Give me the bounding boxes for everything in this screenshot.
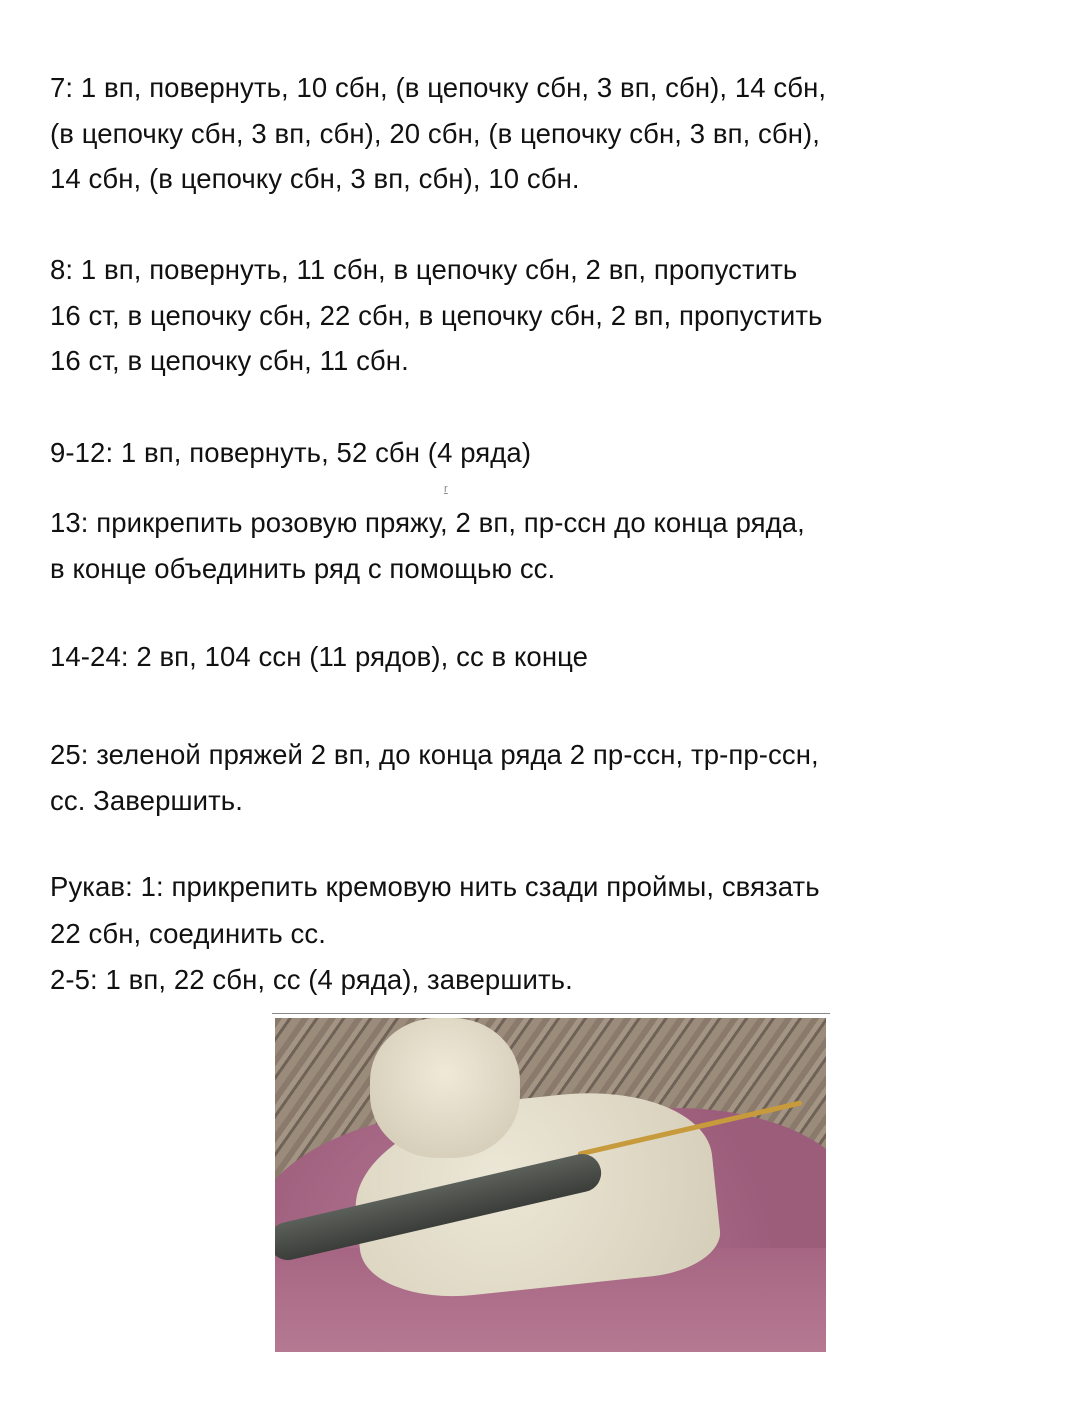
row-25-instructions [50,732,1050,823]
image-top-border [272,1013,830,1014]
row-13-instructions [50,500,1050,591]
text-line: 9-12: 1 вп, повернуть, 52 сбн (4 ряда) [50,437,532,468]
text-line: 16 ст, в цепочку сбн, 11 сбн. [50,345,409,376]
stray-mark: r [444,483,448,495]
text-line: Рукав: 1: прикрепить кремовую нить сзади проймы, связать [50,871,820,902]
text-line: 2-5: 1 вп, 22 сбн, сс (4 ряда), завершить. [50,964,573,995]
text-line: 13: прикрепить розовую пряжу, 2 вп, пр-ссн до конца ряда, [50,507,805,538]
text-line: 14 сбн, (в цепочку сбн, 3 вп, сбн), 10 сбн. [50,163,580,194]
text-line: 7: 1 вп, повернуть, 10 сбн, (в цепочку сбн, 3 вп, сбн), 14 сбн, [50,72,827,103]
text-line: сс. Завершить. [50,784,243,816]
text-line: в конце объединить ряд с помощью сс. [50,552,556,584]
sleeve-instructions [50,864,1050,1004]
crochet-photo [275,1018,826,1352]
row-7-instructions [50,65,1050,202]
text-line: 8: 1 вп, повернуть, 11 сбн, в цепочку сбн, 2 вп, пропустить [50,254,798,285]
rows-9-12-instructions [50,430,1050,476]
row-8-instructions [50,247,1050,384]
text-line: 16 ст, в цепочку сбн, 22 сбн, в цепочку сбн, 2 вп, пропустить [50,299,823,331]
rows-14-24-instructions [50,634,1050,680]
text-line: 22 сбн, соединить сс. [50,917,326,949]
text-line: 14-24: 2 вп, 104 ссн (11 рядов), сс в конце [50,641,589,672]
text-line: 25: зеленой пряжей 2 вп, до конца ряда 2 пр-ссн, тр-пр-ссн, [50,739,819,770]
text-line: (в цепочку сбн, 3 вп, сбн), 20 сбн, (в цепочку сбн, 3 вп, сбн), [50,117,821,149]
cream-knit-sleeve [370,1018,520,1158]
